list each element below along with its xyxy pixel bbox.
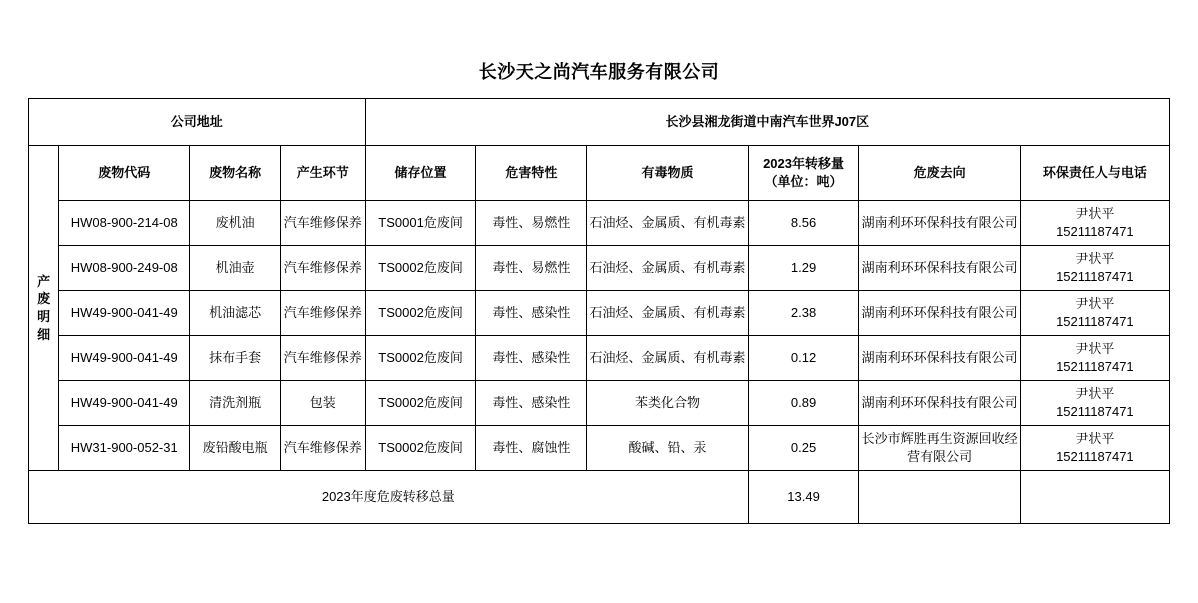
cell-name: 废机油	[190, 201, 281, 246]
cell-storage: TS0002危废间	[365, 381, 476, 426]
table-row	[29, 381, 1170, 426]
cell-name: 废铅酸电瓶	[190, 426, 281, 471]
table-container	[0, 98, 1198, 524]
cell-stage: 汽车维修保养	[280, 426, 365, 471]
cell-stage: 汽车维修保养	[280, 201, 365, 246]
cell-name: 机油壶	[190, 246, 281, 291]
cell-amount: 2.38	[748, 291, 859, 336]
cell-destination: 湖南利环环保科技有限公司	[859, 201, 1020, 246]
cell-person-phone: 15211187471	[1056, 314, 1134, 329]
address-header-row	[29, 99, 1170, 146]
cell-hazard: 毒性、感染性	[476, 291, 587, 336]
cell-code: HW49-900-041-49	[59, 291, 190, 336]
cell-stage: 包装	[280, 381, 365, 426]
side-label-char-3: 明	[37, 309, 51, 324]
cell-person-phone: 15211187471	[1056, 449, 1134, 464]
cell-person	[1020, 291, 1169, 336]
cell-person-name: 尹状平	[1075, 341, 1115, 357]
column-header-storage: 储存位置	[365, 146, 476, 201]
cell-person-phone: 15211187471	[1056, 224, 1134, 239]
cell-amount: 1.29	[748, 246, 859, 291]
total-row	[29, 471, 1170, 524]
side-label-char-4: 细	[37, 326, 51, 342]
cell-destination: 湖南利环环保科技有限公司	[859, 246, 1020, 291]
cell-code: HW49-900-041-49	[59, 381, 190, 426]
cell-person	[1020, 381, 1169, 426]
column-header-amount	[748, 146, 859, 201]
cell-person-name: 尹状平	[1075, 206, 1115, 222]
table-row	[29, 426, 1170, 471]
cell-person	[1020, 201, 1169, 246]
cell-hazard: 毒性、易燃性	[476, 246, 587, 291]
cell-code: HW08-900-214-08	[59, 201, 190, 246]
address-label: 公司地址	[29, 99, 366, 146]
cell-code: HW31-900-052-31	[59, 426, 190, 471]
address-value: 长沙县湘龙街道中南汽车世界J07区	[365, 99, 1169, 146]
cell-hazard: 毒性、易燃性	[476, 201, 587, 246]
hazardous-waste-table	[28, 98, 1170, 524]
column-header-destination: 危废去向	[859, 146, 1020, 201]
column-header-amount-line2: （单位：吨）	[764, 174, 843, 189]
total-label: 2023年度危废转移总量	[29, 471, 749, 524]
cell-person	[1020, 426, 1169, 471]
column-header-row	[29, 146, 1170, 201]
cell-toxic: 石油烃、金属质、有机毒素	[587, 201, 748, 246]
column-header-toxic: 有毒物质	[587, 146, 748, 201]
cell-hazard: 毒性、感染性	[476, 336, 587, 381]
column-header-code: 废物代码	[59, 146, 190, 201]
cell-amount: 0.12	[748, 336, 859, 381]
table-row	[29, 201, 1170, 246]
cell-toxic: 石油烃、金属质、有机毒素	[587, 291, 748, 336]
cell-hazard: 毒性、感染性	[476, 381, 587, 426]
cell-toxic: 石油烃、金属质、有机毒素	[587, 336, 748, 381]
cell-person-name: 尹状平	[1075, 386, 1115, 402]
cell-person-name: 尹状平	[1075, 296, 1115, 312]
cell-code: HW08-900-249-08	[59, 246, 190, 291]
cell-person-phone: 15211187471	[1056, 404, 1134, 419]
cell-amount: 0.89	[748, 381, 859, 426]
cell-amount: 8.56	[748, 201, 859, 246]
side-label-char-2: 废	[37, 291, 51, 307]
cell-storage: TS0002危废间	[365, 246, 476, 291]
cell-toxic: 酸碱、铅、汞	[587, 426, 748, 471]
table-row	[29, 336, 1170, 381]
cell-name: 机油滤芯	[190, 291, 281, 336]
cell-toxic: 苯类化合物	[587, 381, 748, 426]
cell-person-phone: 15211187471	[1056, 269, 1134, 284]
table-row	[29, 291, 1170, 336]
cell-person	[1020, 336, 1169, 381]
cell-person	[1020, 246, 1169, 291]
cell-stage: 汽车维修保养	[280, 291, 365, 336]
cell-stage: 汽车维修保养	[280, 246, 365, 291]
side-label-produce-waste-detail	[29, 146, 59, 471]
cell-storage: TS0002危废间	[365, 336, 476, 381]
cell-destination: 湖南利环环保科技有限公司	[859, 381, 1020, 426]
column-header-stage: 产生环节	[280, 146, 365, 201]
column-header-name: 废物名称	[190, 146, 281, 201]
cell-name: 清洗剂瓶	[190, 381, 281, 426]
cell-code: HW49-900-041-49	[59, 336, 190, 381]
cell-storage: TS0002危废间	[365, 291, 476, 336]
cell-storage: TS0002危废间	[365, 426, 476, 471]
column-header-hazard: 危害特性	[476, 146, 587, 201]
cell-storage: TS0001危废间	[365, 201, 476, 246]
cell-person-name: 尹状平	[1075, 431, 1115, 447]
table-row	[29, 246, 1170, 291]
cell-person-phone: 15211187471	[1056, 359, 1134, 374]
cell-hazard: 毒性、腐蚀性	[476, 426, 587, 471]
total-empty-destination	[859, 471, 1020, 524]
cell-destination: 湖南利环环保科技有限公司	[859, 336, 1020, 381]
cell-amount: 0.25	[748, 426, 859, 471]
cell-destination: 长沙市辉胜再生资源回收经营有限公司	[859, 426, 1020, 471]
cell-destination: 湖南利环环保科技有限公司	[859, 291, 1020, 336]
cell-person-name: 尹状平	[1075, 251, 1115, 267]
page-title: 长沙天之尚汽车服务有限公司	[478, 62, 720, 82]
cell-stage: 汽车维修保养	[280, 336, 365, 381]
cell-toxic: 石油烃、金属质、有机毒素	[587, 246, 748, 291]
total-value: 13.49	[748, 471, 859, 524]
column-header-amount-line1: 2023年转移量	[763, 156, 844, 172]
cell-name: 抹布手套	[190, 336, 281, 381]
total-empty-person	[1020, 471, 1169, 524]
side-label-char-1: 产	[37, 273, 51, 289]
column-header-person: 环保责任人与电话	[1020, 146, 1169, 201]
